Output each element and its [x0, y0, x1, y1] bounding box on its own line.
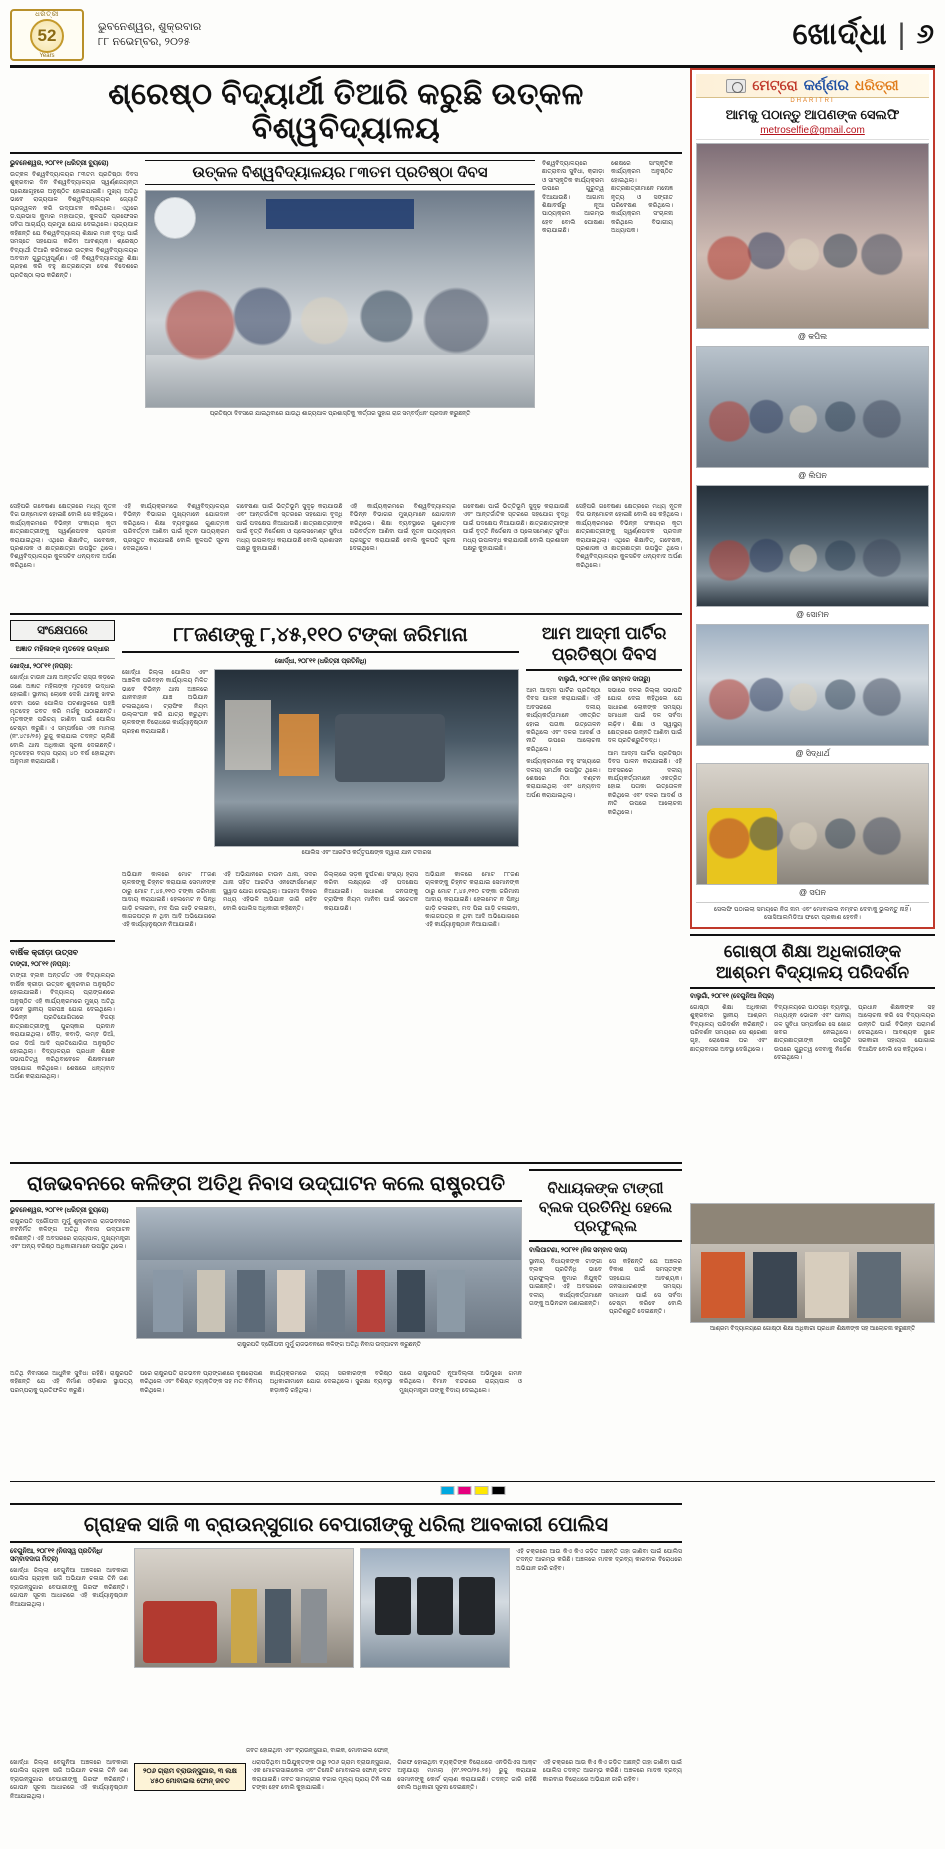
gosthi-headline-line-2: ଆଶ୍ରମ ବିଦ୍ୟାଳୟ ପରିଦର୍ଶନ	[715, 962, 910, 982]
rajbhawan-headline: ରାଜଭବନରେ କଳିଙ୍ଗ ଅତିଥି ନିବାସ ଉଦ୍‌ଘାଟନ କଲେ ରାଷ୍ଟ୍ରପତି	[10, 1169, 522, 1202]
selfie-name-5: @ ସପନ	[798, 888, 827, 897]
cmyk-cyan	[440, 1486, 454, 1495]
aap-col-2: ସଭାରେ ଦଳର ଜିଲ୍ଲା ସଭାପତି ଯୋଗ ଦେଇ କହିଥିଲେ ଯେ ସାଧାରଣ ଲୋକଙ୍କ ସମସ୍ୟା ସମାଧାନ ପାଇଁ ଦଳ ସର୍ବଦା ଲଢ଼ିବ। ଶିକ୍ଷା ଓ ସ୍ୱାସ୍ଥ୍ୟ କ୍ଷେତ୍ରରେ ଉନ୍ନତି ଆଣିବା ପାଇଁ ଦଳ ପ୍ରତିଶ୍ରୁତିବଦ୍ଧ।	[607, 687, 683, 745]
lead-col-1: ଉତ୍କଳ ବିଶ୍ୱବିଦ୍ୟାଳୟର ୮୩ତମ ପ୍ରତିଷ୍ଠା ଦିବସ ଶୁକ୍ରବାର ଦିନ ବିଶ୍ୱବିଦ୍ୟାଳୟର ସ୍ୱର୍ଣ୍ଣଜୟନ୍ତୀ ପ୍ରେକ୍ଷାଗୃହରେ ଅନୁଷ୍ଠିତ ହୋଇଯାଇଛି। ମୁଖ୍ୟ ଅତିଥି ଭାବେ ରାଜ୍ୟପାଳ ବିଶ୍ୱବିଦ୍ୟାଳୟର ଜ୍ୟୋତି ପ୍ରଜ୍ୱଳନ କରି ଉଦ୍‌ଘାଟନ କରିଥିଲେ। ଏଥିରେ ଡ.ପ୍ରଭାସ କୁମାର ମହାପାତ୍ର, କୁଳପତି ପ୍ରଫେସର ସବିତା ଆଚାର୍ଯ୍ୟ ପ୍ରମୁଖ ଯୋଗ ଦେଇଥିଲେ। ରାଜ୍ୟପାଳ କହିଛନ୍ତି ଯେ ବିଶ୍ୱବିଦ୍ୟାଳୟ ଶିକ୍ଷାର ମାନ ବୃଦ୍ଧି ପାଇଁ ସମସ୍ତେ ସହଯୋଗ କରିବା ଆବଶ୍ୟକ। ଶ୍ରେଷ୍ଠ ବିଦ୍ୟାର୍ଥୀ ତିଆରି କରିବାରେ ଉତ୍କଳ ବିଶ୍ୱବିଦ୍ୟାଳୟର ଅବଦାନ ଗୁରୁତ୍ୱପୂର୍ଣ୍ଣ। ଏହି ବିଶ୍ୱବିଦ୍ୟାଳୟରୁ ଶିକ୍ଷା ଗ୍ରହଣ କରି ବହୁ ଛାତ୍ରଛାତ୍ରୀ ଦେଶ ବିଦେଶରେ ପ୍ରତିଷ୍ଠା ଲାଭ କରିଛନ୍ତି।	[10, 171, 138, 279]
selfie-photo-1	[696, 143, 929, 329]
lead-col-2: ସେହିପରି ଗବେଷଣା କ୍ଷେତ୍ରରେ ମଧ୍ୟ ନୂତନ ଦିଗ ଉନ୍ମୋଚନ ହୋଇଛି ବୋଲି ସେ କହିଥିଲେ। କାର୍ଯ୍ୟକ୍ରମରେ ବିଭିନ୍ନ ସଂକାୟର କୃତୀ ଛାତ୍ରଛାତ୍ରୀଙ୍କୁ ସ୍ୱର୍ଣ୍ଣପଦକ ପ୍ରଦାନ କରାଯାଇଥିଲା। ଏଥିରେ ଶିକ୍ଷାବିତ୍‌, ଗବେଷକ, ପ୍ରଶାସକ ଓ ଛାତ୍ରଛାତ୍ରୀ ଉପସ୍ଥିତ ଥିଲେ। ବିଶ୍ୱବିଦ୍ୟାଳୟର କୁଳସଚିବ ଧନ୍ୟବାଦ ଅର୍ପଣ କରିଥିଲେ।	[10, 503, 117, 569]
ad-brand-left: ମେଟ୍ରୋ	[752, 77, 798, 93]
page-number: ୬	[916, 18, 935, 49]
gosthi-col-1: ଗୋଷ୍ଠୀ ଶିକ୍ଷା ଅଧିକାରୀ ଶୁକ୍ରବାର ସ୍ଥାନୀୟ ଆଶ୍ରମ ବିଦ୍ୟାଳୟ ପରିଦର୍ଶନ କରିଛନ୍ତି। ପରିଦର୍ଶନ ସମୟରେ ସେ ଶ୍ରେଣୀ ଗୃହ, ରୋଷେଇ ଘର ଏବଂ ଛାତ୍ରାବାସର ଅବସ୍ଥା ଦେଖିଥିଲେ।	[690, 1003, 767, 1053]
abkari-headline: ଗ୍ରାହକ ସାଜି ୩ ବ୍ରାଉନ୍‌ସୁଗାର ବେପାରୀଙ୍କୁ ଧରିଲା ଆବକାରୀ ପୋଲିସ	[10, 1510, 682, 1543]
footer-rule	[10, 1481, 935, 1482]
abkari-col-2: ଧରାପଡ଼ିଥିବା ଅଭିଯୁକ୍ତଙ୍କ ଠାରୁ ୨୦୬ ଗ୍ରାମ ବ୍ରାଉନ୍‌ସୁଗାର, ଏକ ମୋଟରସାଇକେଲ ଏବଂ ତିନୋଟି ମୋବାଇଲ ଫୋନ୍‌ ଜବତ କରାଯାଇଛି। ଜବତ ସାମଗ୍ରୀର ବଜାର ମୂଲ୍ୟ ପ୍ରାୟ ତିନି ଲକ୍ଷ ଟଙ୍କା ହେବ ବୋଲି କୁହାଯାଇଛି।	[252, 1759, 392, 1792]
bidhayak-col-1: ସ୍ଥାନୀୟ ବିଧାୟକଙ୍କ ଟାଙ୍ଗୀ ବ୍ଲକ ପ୍ରତିନିଧି ଭାବେ ପ୍ରଫୁଲ୍ଲ କୁମାର ନିଯୁକ୍ତି ପାଇଛନ୍ତି। ଏହି ଅବସରରେ ଦଳୀୟ କାର୍ଯ୍ୟକର୍ତ୍ତାମାନେ ତାଙ୍କୁ ଅଭିନନ୍ଦନ ଜଣାଇଛନ୍ତି।	[529, 1258, 602, 1308]
rajbhawan-photo	[136, 1207, 522, 1339]
sankshepa-item-2-dateline: ଟାଙ୍ଗୀ, ୨୦୮୧୧ (ନିପ୍ର):	[10, 961, 71, 968]
abkari-col-1b: ଖୋର୍ଦ୍ଧା ଜିଲ୍ଲା ବେଗୁନିଆ ଅଞ୍ଚଳରେ ଆବକାରୀ ପୋଲିସ ଗ୍ରାହକ ସାଜି ଅଭିଯାନ ଚଳାଇ ତିନି ଜଣ ବ୍ରାଉନ୍‌ସୁଗାର ବେପାରୀଙ୍କୁ ଗିରଫ କରିଛନ୍ତି। ଗୋପନ ସୂଚନା ଆଧାରରେ ଏହି କାର୍ଯ୍ୟାନୁଷ୍ଠାନ ନିଆଯାଇଥିଲା।	[10, 1759, 128, 1800]
sankshepa-item-1-title: ଅଜ୍ଞାତ ମହିଳାଙ୍କ ମୃତଦେହ ଉଦ୍ଧାର	[15, 646, 110, 653]
abkari-photo-1	[134, 1548, 354, 1668]
selfie-name-2: @ ଲିପନ	[798, 471, 827, 480]
fine-story-section	[122, 620, 519, 1157]
lead-dateline: ଭୁବନେଶ୍ୱର, ୨୦୮୧୧ (ଧରିତ୍ରୀ ବ୍ୟୁରୋ)	[10, 160, 109, 167]
abkari-section	[10, 1510, 682, 1849]
bidhayak-section	[529, 1169, 682, 1498]
bidhayak-headline: ବିଧାୟକଙ୍କ ଟାଙ୍ଗୀ ବ୍ଲକ ପ୍ରତିନିଧି ହେଲେ ପ୍ରଫୁଲ୍ଲ	[529, 1176, 682, 1242]
badge-years-label: Years	[39, 52, 55, 59]
abkari-col-1: ଖୋର୍ଦ୍ଧା ଜିଲ୍ଲା ବେଗୁନିଆ ଅଞ୍ଚଳରେ ଆବକାରୀ ପୋଲିସ ଗ୍ରାହକ ସାଜି ଅଭିଯାନ ଚଳାଇ ତିନି ଜଣ ବ୍ରାଉନ୍‌ସୁଗାର ବେପାରୀଙ୍କୁ ଗିରଫ କରିଛନ୍ତି। ଗୋପନ ସୂଚନା ଆଧାରରେ ଏହି କାର୍ଯ୍ୟାନୁଷ୍ଠାନ ନିଆଯାଇଥିଲା।	[10, 1567, 128, 1608]
ad-brand-sub: DHARITRI	[790, 98, 835, 104]
abkari-col-3: ଗିରଫ ହୋଇଥିବା ବ୍ୟକ୍ତିଙ୍କ ବିରୋଧରେ ଏନଡିପିଏସ ଆକ୍ଟ ଅନୁଯାୟୀ ମାମଲା (ନଂ.୨୧୦/୨୫.୨୫) ରୁଜୁ କରାଯାଇ ସେମାନଙ୍କୁ କୋର୍ଟ ଚାଲାଣ କରାଯାଇଛି। ତଦନ୍ତ ଜାରି ରହିଛି ବୋଲି ଅଧିକାରୀ ସୂଚନା ଦେଇଛନ୍ତି।	[397, 1759, 537, 1792]
selfie-name-4: @ ସିଦ୍ଧାର୍ଥ	[795, 749, 830, 758]
sankshepa-item-2-title: ବାର୍ଷିକ କ୍ରୀଡ଼ା ଉତ୍ସବ	[10, 948, 79, 957]
gosthi-col-3: ପ୍ରଧାନ ଶିକ୍ଷକଙ୍କ ସହ ଆଲୋଚନା କରି ସେ ବିଦ୍ୟାଳୟର ଉନ୍ନତି ପାଇଁ ବିଭିନ୍ନ ପରାମର୍ଶ ଦେଇଥିଲେ। ଆବଶ୍ୟକ ସ୍ଥଳେ ସରକାରୀ ସହାୟତା ଯୋଗାଇ ଦିଆଯିବ ବୋଲି ସେ କହିଥିଲେ।	[858, 1003, 935, 1053]
rajbhawan-col-1: ରାଷ୍ଟ୍ରପତି ଦ୍ରୌପଦୀ ମୁର୍ମୁ ଶୁକ୍ରବାର ରାଜଭବନରେ ନବନିର୍ମିତ କଳିଙ୍ଗ ଅତିଥି ନିବାସ ଉଦ୍‌ଘାଟନ କରିଛନ୍ତି। ଏହି ଅବସରରେ ରାଜ୍ୟପାଳ, ମୁଖ୍ୟମନ୍ତ୍ରୀ ଏବଂ ଅନ୍ୟ ବରିଷ୍ଠ ଅଧିକାରୀମାନେ ଉପସ୍ଥିତ ଥିଲେ।	[10, 1218, 130, 1251]
rajbhawan-col-3: ପରେ ରାଷ୍ଟ୍ରପତି ରାଜଭବନ ପ୍ରାଙ୍ଗଣରେ ବୃକ୍ଷରୋପଣ କରିଥିଲେ ଏବଂ ବିଶିଷ୍ଟ ବ୍ୟକ୍ତିଙ୍କ ସହ ମତ ବିନିମୟ କରିଥିଲେ।	[139, 1370, 263, 1394]
rajbhawan-dateline: ଭୁବନେଶ୍ୱର, ୨୦୮୧୧ (ଧରିତ୍ରୀ ବ୍ୟୁରୋ)	[10, 1207, 109, 1214]
ad-tagline: ଆମକୁ ପଠାନ୍ତୁ ଆପଣଙ୍କ ସେଲଫି	[725, 107, 900, 122]
rajbhawan-section	[10, 1169, 522, 1498]
badge-number: 52	[30, 19, 64, 53]
cmyk-yellow	[474, 1486, 488, 1495]
selfie-photo-2	[696, 346, 929, 468]
cmyk-color-bar	[440, 1486, 505, 1495]
gosthi-headline-line-1: ଗୋଷ୍ଠୀ ଶିକ୍ଷା ଅଧିକାରୀଙ୍କ	[723, 941, 902, 961]
anniversary-badge	[10, 9, 84, 61]
ad-footer-note: ସେଲଫି ପଠାଇଲା ସମୟରେ ନିଜ ନାମ ଏବଂ ମୋବାଇଲ ନମ୍ବର ଦେବାକୁ ଭୁଲନ୍ତୁ ନାହିଁ। ସୋସିଆଲମିଡିଆ ଫଟୋ ପ୍ରକାଶ ହେବନି।	[696, 902, 929, 923]
abkari-col-4b: ଏହି ଚକ୍ରରେ ଆଉ କିଏ କିଏ ଜଡ଼ିତ ଅଛନ୍ତି ତାହା ଜାଣିବା ପାଇଁ ପୋଲିସ ତଦନ୍ତ ଆରମ୍ଭ କରିଛି। ଅଞ୍ଚଳରେ ମାଦକ ଦ୍ରବ୍ୟ କାରବାର ବିରୋଧରେ ଅଭିଯାନ ଜାରି ରହିବ।	[542, 1759, 682, 1783]
fine-story-col-1: ଖୋର୍ଦ୍ଧା ଜିଲ୍ଲା ପୋଲିସ ଏବଂ ଆଞ୍ଚଳିକ ପରିବହନ କାର୍ଯ୍ୟାଳୟ ମିଳିତ ଭାବେ ବିଭିନ୍ନ ଥାନା ଅଞ୍ଚଳରେ ଯାନବାହାନ ଯାଞ୍ଚ ଅଭିଯାନ ଚଳାଇଥିଲେ। ଟ୍ରାଫିକ ନିୟମ ଉଲ୍ଲଂଘନ କରି ଯାତ୍ରା କରୁଥିବା ଚାଳକଙ୍କ ବିରୋଧରେ କାର୍ଯ୍ୟାନୁଷ୍ଠାନ ଗ୍ରହଣ କରାଯାଇଛି।	[121, 669, 208, 735]
fine-story-col-4: ଜିଲ୍ଲାରେ ସଡ଼କ ଦୁର୍ଘଟଣା ସଂଖ୍ୟା ହ୍ରାସ କରିବା ଲକ୍ଷ୍ୟରେ ଏହି ପଦକ୍ଷେପ ନିଆଯାଇଛି। ସାଧାରଣ ଜନତାଙ୍କୁ ଟ୍ରାଫିକ ନିୟମ ମାନିବା ପାଇଁ ସଚେତନ କରାଯାଉଛି।	[324, 871, 419, 912]
abkari-dateline: ବେଗୁନିଆ, ୨୦୮୧୧ (ନିଜସ୍ୱ ପ୍ରତିନିଧି/ସମ୍ବାଦଦାତା ମିତ୍ର)	[10, 1548, 103, 1563]
lead-col-3: ଏହି କାର୍ଯ୍ୟକ୍ରମରେ ବିଶ୍ୱବିଦ୍ୟାଳୟର ବିଭିନ୍ନ ବିଭାଗର ମୁଖ୍ୟମାନେ ଯୋଗଦାନ କରିଥିଲେ। ଶିକ୍ଷା ବ୍ୟବସ୍ଥାରେ ଗୁଣାତ୍ମକ ପରିବର୍ତ୍ତନ ଆଣିବା ପାଇଁ ନୂତନ ପାଠ୍ୟକ୍ରମ ପ୍ରସ୍ତୁତ କରାଯାଇଛି ବୋଲି କୁଳପତି ସୂଚନା ଦେଇଥିଲେ।	[123, 503, 230, 553]
abkari-photo-caption: ଜବତ ହୋଇଥିବା ଏବଂ ବ୍ରାଉନ୍‌ସୁଗାର, ବାଇକ, ମୋବାଇଲ ଫୋନ୍‌	[246, 1748, 388, 1754]
camera-icon	[726, 79, 746, 93]
aap-section	[526, 620, 682, 1157]
rajbhawan-col-5: ପରେ ରାଷ୍ଟ୍ରପତି ନୂଆଦିଲ୍ଲୀ ଅଭିମୁଖେ ଗମନ କରିଥିଲେ। ବିମାନ ବନ୍ଦରରେ ରାଜ୍ୟପାଳ ଓ ମୁଖ୍ୟମନ୍ତ୍ରୀ ତାଙ୍କୁ ବିଦାୟ ଦେଇଥିଲେ।	[399, 1370, 522, 1394]
fine-story-photo-caption: ପୋଲିସ ଏବଂ ଆରଟିଓ କର୍ତ୍ତୃପକ୍ଷଙ୍କ ଦ୍ୱାରା ଯାନ ତଦାରଖ	[301, 850, 432, 856]
lead-col-4b: ଗବେଷଣା ପାଇଁ ଭିତ୍ତିଭୂମି ସୁଦୃଢ଼ କରାଯାଉଛି ଏବଂ ଆନ୍ତର୍ଜାତିକ ସ୍ତରରେ ସହଯୋଗ ବୃଦ୍ଧି ପାଇଁ ପଦକ୍ଷେପ ନିଆଯାଉଛି। ଛାତ୍ରଛାତ୍ରୀଙ୍କ ପାଇଁ ବୃତ୍ତି ନିର୍ଦ୍ଦେଶନା ଓ ପ୍ଲେସମେଣ୍ଟ ସୁବିଧା ମଧ୍ୟ ଉପଲବ୍ଧ କରାଯାଉଛି ବୋଲି ପ୍ରଶାସନ ପକ୍ଷରୁ କୁହାଯାଇଛି।	[462, 503, 569, 553]
bidhayak-dateline: ବାଲିପାଟଣା, ୨୦୮୧୧ (ନିଜ ସମ୍ବାଦ ଦାତା)	[529, 1247, 628, 1254]
edition-name: ଖୋର୍ଦ୍ଧା	[792, 17, 888, 51]
aap-col-1: ଆମ ଆଦ୍‌ମୀ ପାର୍ଟିର ପ୍ରତିଷ୍ଠା ଦିବସ ପାଳନ କରାଯାଇଛି। ଏହି ଅବସରରେ ଦଳୀୟ କାର୍ଯ୍ୟକର୍ତ୍ତାମାନେ ଏକତ୍ରିତ ହୋଇ ପତାକା ଉତ୍ତୋଳନ କରିଥିଲେ ଏବଂ ଦଳର ଆଦର୍ଶ ଓ ନୀତି ଉପରେ ଆଲୋଚନା କରିଥିଲେ।	[526, 687, 601, 753]
lead-headline: ଶ୍ରେଷ୍ଠ ବିଦ୍ୟାର୍ଥୀ ତିଆରି କରୁଛି ଉତ୍କଳ ବିଶ୍ୱବିଦ୍ୟାଳୟ	[10, 68, 682, 154]
ad-brand-mid: କର୍ଣ୍ଣର	[803, 77, 849, 94]
abkari-photo-2	[360, 1548, 510, 1668]
aap-col-1b: ଆମ ଆଦ୍‌ମୀ ପାର୍ଟିର ପ୍ରତିଷ୍ଠା ଦିବସ ପାଳନ କରାଯାଇଛି। ଏହି ଅବସରରେ ଦଳୀୟ କାର୍ଯ୍ୟକର୍ତ୍ତାମାନେ ଏକତ୍ରିତ ହୋଇ ପତାକା ଉତ୍ତୋଳନ କରିଥିଲେ ଏବଂ ଦଳର ଆଦର୍ଶ ଓ ନୀତି ଉପରେ ଆଲୋଚନା କରିଥିଲେ।	[607, 749, 683, 816]
selfie-name-3: @ ସୋମନ	[796, 610, 829, 619]
gosthi-section	[690, 941, 935, 1337]
lead-story	[10, 160, 682, 501]
dateline	[98, 20, 201, 50]
selfie-photo-3	[696, 485, 929, 607]
lead-col-6: ଶେଷରେ ସାଂସ୍କୃତିକ କାର୍ଯ୍ୟକ୍ରମ ଅନୁଷ୍ଠିତ ହୋଇଥିଲା। ଛାତ୍ରଛାତ୍ରୀମାନେ ମନୋଜ୍ଞ ନୃତ୍ୟ ଓ ସଙ୍ଗୀତ ପରିବେଷଣ କରିଥିଲେ। କାର୍ଯ୍ୟକ୍ରମ ସଂଚାଳନା କରିଥିଲେ ବିଭାଗୀୟ ଅଧ୍ୟାପକ।	[611, 160, 673, 235]
sankshepa-item-2-body: ଟାଙ୍ଗୀ ବ୍ଲକ ଅନ୍ତର୍ଗତ ଏକ ବିଦ୍ୟାଳୟର ବାର୍ଷିକ କ୍ରୀଡ଼ା ଉତ୍ସବ ଶୁକ୍ରବାର ଅନୁଷ୍ଠିତ ହୋଇଯାଇଛି। ବିଦ୍ୟାଳୟ ପ୍ରାଙ୍ଗଣରେ ଅନୁଷ୍ଠିତ ଏହି କାର୍ଯ୍ୟକ୍ରମରେ ମୁଖ୍ୟ ଅତିଥି ଭାବେ ସ୍ଥାନୀୟ ସରପଞ୍ଚ ଯୋଗ ଦେଇଥିଲେ। ବିଭିନ୍ନ ପ୍ରତିଯୋଗିତାରେ ବିଜୟୀ ଛାତ୍ରଛାତ୍ରୀଙ୍କୁ ପୁରସ୍କାର ପ୍ରଦାନ କରାଯାଇଥିଲା। ଦୌଡ଼, କବାଡ଼ି, ଲମ୍ବ ଡିଆଁ, ଉଚ୍ଚ ଡିଆଁ ଆଦି ପ୍ରତିଯୋଗିତା ଅନୁଷ୍ଠିତ ହୋଇଥିଲା। ବିଦ୍ୟାଳୟର ପ୍ରଧାନ ଶିକ୍ଷକ ସଭାପତିତ୍ୱ କରିଥିବାବେଳେ ଶିକ୍ଷକମାନେ ସହଯୋଗ କରିଥିଲେ। ଶେଷରେ ଧନ୍ୟବାଦ ଅର୍ପଣ କରାଯାଇଥିଲା।	[10, 972, 115, 1081]
badge-top-label: ଧରିତ୍ରୀ	[35, 10, 59, 18]
lead-col-2b: ସେହିପରି ଗବେଷଣା କ୍ଷେତ୍ରରେ ମଧ୍ୟ ନୂତନ ଦିଗ ଉନ୍ମୋଚନ ହୋଇଛି ବୋଲି ସେ କହିଥିଲେ। କାର୍ଯ୍ୟକ୍ରମରେ ବିଭିନ୍ନ ସଂକାୟର କୃତୀ ଛାତ୍ରଛାତ୍ରୀଙ୍କୁ ସ୍ୱର୍ଣ୍ଣପଦକ ପ୍ରଦାନ କରାଯାଇଥିଲା। ଏଥିରେ ଶିକ୍ଷାବିତ୍‌, ଗବେଷକ, ପ୍ରଶାସକ ଓ ଛାତ୍ରଛାତ୍ରୀ ଉପସ୍ଥିତ ଥିଲେ। ବିଶ୍ୱବିଦ୍ୟାଳୟର କୁଳସଚିବ ଧନ୍ୟବାଦ ଅର୍ପଣ କରିଥିଲେ।	[575, 503, 683, 569]
rajbhawan-col-2: ଅତିଥି ନିବାସରେ ଆଧୁନିକ ସୁବିଧା ରହିଛି। ରାଷ୍ଟ୍ରପତି କହିଛନ୍ତି ଯେ ଏହି ନିର୍ମାଣ ଓଡ଼ିଶାର ସ୍ଥାପତ୍ୟ ପରମ୍ପରାକୁ ପ୍ରତିଫଳିତ କରୁଛି।	[10, 1370, 133, 1394]
gosthi-photo	[690, 1203, 935, 1323]
main-content	[10, 68, 682, 1849]
fine-story-dateline: ଖୋର୍ଦ୍ଧା, ୨୦୮୧୧ (ଧରିତ୍ରୀ ପ୍ରତିନିଧି)	[274, 658, 367, 665]
selfie-name-1: @ କପିଲ	[797, 332, 828, 341]
aap-dateline: ବାଲୁଗାଁ, ୨୦୮୧୧ (ନିଜ ସମ୍ବାଦ ଦାତାରୁ)	[557, 676, 651, 683]
fine-story-photo	[214, 669, 519, 847]
fine-story-col-2: ଅଭିଯାନ କାଳରେ ମୋଟ ୮୮ଜଣ ଚାଳକଙ୍କୁ ଚିହ୍ନଟ କରାଯାଇ ସେମାନଙ୍କ ଠାରୁ ମୋଟ ୮,୪୫,୧୧୦ ଟଙ୍କା ଜରିମାନା ଆଦାୟ କରାଯାଇଛି। ହେଲମେଟ ନ ପିନ୍ଧି ଗାଡ଼ି ଚଳାଇବା, ମଦ ପିଇ ଗାଡ଼ି ଚଳାଇବା, କାଗଜପତ୍ର ନ ଥିବା ଆଦି ଅଭିଯୋଗରେ ଏହି କାର୍ଯ୍ୟାନୁଷ୍ଠାନ ନିଆଯାଇଛି।	[121, 871, 216, 929]
dateline-line-2: ୮୮ ନଭେମ୍ବର, ୨୦୨୫	[98, 35, 191, 48]
dateline-line-1: ଭୁବନେଶ୍ୱର, ଶୁକ୍ରବାର	[98, 20, 202, 33]
aap-headline: ଆମ ଆଦ୍‌ମୀ ପାର୍ଟିର ପ୍ରତିଷ୍ଠା ଦିବସ	[526, 620, 682, 671]
abkari-highlight: ୨୦୬ ଗ୍ରାମ ବ୍ରାଉନ୍‌ସୁଗାର, ୩ ଲକ୍ଷ ୪୫୦ ମୋବାଇଲ ଫୋନ୍‌ ଜବତ	[134, 1763, 246, 1791]
lead-photo-caption: ପ୍ରତିଷ୍ଠା ଦିବସରେ ଯାଇଥିବାରେ ଯାଉଥି ଶାଜ୍ୟପାଳ ପ୍ରଶାସ୍ତିକୁ 'କର୍ତ୍ତାର ସୁହାଗ ରାଜ ସମ୍ବର୍ଦ୍ଧନ' ପ୍ରଦାନ କରୁଛନ୍ତି	[209, 411, 471, 417]
fine-story-col-3: ଏହି ଅଭିଯାନରେ ଟାଉନ ଥାନା, ସଦର ଥାନା ସହିତ ଆରଟିଓ ଏନଫୋର୍ସମେଣ୍ଟ ସ୍କ୍ୱାଡ ଯୋଗ ଦେଇଥିଲା। ଆଗାମୀ ଦିନରେ ମଧ୍ୟ ଏହିଭଳି ଅଭିଯାନ ଜାରି ରହିବ ବୋଲି ପୋଲିସ ଅଧିକାରୀ କହିଛନ୍ତି।	[222, 871, 318, 912]
ad-email[interactable]: metroselfie@gmail.com	[696, 125, 929, 140]
lead-col-4: ଗବେଷଣା ପାଇଁ ଭିତ୍ତିଭୂମି ସୁଦୃଢ଼ କରାଯାଉଛି ଏବଂ ଆନ୍ତର୍ଜାତିକ ସ୍ତରରେ ସହଯୋଗ ବୃଦ୍ଧି ପାଇଁ ପଦକ୍ଷେପ ନିଆଯାଉଛି। ଛାତ୍ରଛାତ୍ରୀଙ୍କ ପାଇଁ ବୃତ୍ତି ନିର୍ଦ୍ଦେଶନା ଓ ପ୍ଲେସମେଣ୍ଟ ସୁବିଧା ମଧ୍ୟ ଉପଲବ୍ଧ କରାଯାଉଛି ବୋଲି ପ୍ରଶାସନ ପକ୍ଷରୁ କୁହାଯାଇଛି।	[236, 503, 343, 553]
sankshepa-item-1-dateline: ଖୋର୍ଦ୍ଧା, ୨୦୮୧୧ (ନିପ୍ର):	[10, 663, 73, 670]
metro-corner-ad	[690, 68, 935, 929]
right-rail	[690, 68, 935, 1849]
lead-col-5: ବିଶ୍ୱବିଦ୍ୟାଳୟରେ ଛାତ୍ରାବାସ ସୁବିଧା, କ୍ରୀଡ଼ା ଓ ସାଂସ୍କୃତିକ କାର୍ଯ୍ୟକ୍ରମ ଉପରେ ଗୁରୁତ୍ୱ ଦିଆଯାଉଛି। ଆଗାମୀ ଶିକ୍ଷାବର୍ଷରୁ ନୂଆ ପାଠ୍ୟକ୍ରମ ଆରମ୍ଭ ହେବ ବୋଲି ଘୋଷଣା କରାଯାଇଛି।	[542, 160, 604, 235]
ad-brand-right: ଧରିତ୍ରୀ	[854, 77, 899, 93]
cmyk-black	[491, 1486, 505, 1495]
edition-separator: |	[897, 17, 907, 51]
fine-story-col-2b: ଅଭିଯାନ କାଳରେ ମୋଟ ୮୮ଜଣ ଚାଳକଙ୍କୁ ଚିହ୍ନଟ କରାଯାଇ ସେମାନଙ୍କ ଠାରୁ ମୋଟ ୮,୪୫,୧୧୦ ଟଙ୍କା ଜରିମାନା ଆଦାୟ କରାଯାଇଛି। ହେଲମେଟ ନ ପିନ୍ଧି ଗାଡ଼ି ଚଳାଇବା, ମଦ ପିଇ ଗାଡ଼ି ଚଳାଇବା, କାଗଜପତ୍ର ନ ଥିବା ଆଦି ଅଭିଯୋଗରେ ଏହି କାର୍ଯ୍ୟାନୁଷ୍ଠାନ ନିଆଯାଇଛି।	[425, 871, 520, 929]
sankshepa-head: ସଂକ୍ଷେପରେ	[10, 620, 115, 641]
masthead	[10, 6, 935, 68]
gosthi-col-2: ବିଦ୍ୟାଳୟରେ ପାଠପଢ଼ା ବ୍ୟବସ୍ଥା, ମଧ୍ୟାହ୍ନ ଭୋଜନ ଏବଂ ପାନୀୟ ଜଳ ସୁବିଧା ସମ୍ପର୍କରେ ସେ ଖୋଜ ଖବର ନେଇଥିଲେ। ଛାତ୍ରଛାତ୍ରୀଙ୍କ ଉପସ୍ଥିତି ଉପରେ ଗୁରୁତ୍ୱ ଦେବାକୁ ନିର୍ଦ୍ଦେଶ ଦେଇଥିଲେ।	[774, 1003, 851, 1062]
abkari-col-4: ଏହି ଚକ୍ରରେ ଆଉ କିଏ କିଏ ଜଡ଼ିତ ଅଛନ୍ତି ତାହା ଜାଣିବା ପାଇଁ ପୋଲିସ ତଦନ୍ତ ଆରମ୍ଭ କରିଛି। ଅଞ୍ଚଳରେ ମାଦକ ଦ୍ରବ୍ୟ କାରବାର ବିରୋଧରେ ଅଭିଯାନ ଜାରି ରହିବ।	[516, 1548, 682, 1572]
selfie-photo-5	[696, 763, 929, 885]
lead-col-3b: ଏହି କାର୍ଯ୍ୟକ୍ରମରେ ବିଶ୍ୱବିଦ୍ୟାଳୟର ବିଭିନ୍ନ ବିଭାଗର ମୁଖ୍ୟମାନେ ଯୋଗଦାନ କରିଥିଲେ। ଶିକ୍ଷା ବ୍ୟବସ୍ଥାରେ ଗୁଣାତ୍ମକ ପରିବର୍ତ୍ତନ ଆଣିବା ପାଇଁ ନୂତନ ପାଠ୍ୟକ୍ରମ ପ୍ରସ୍ତୁତ କରାଯାଇଛି ବୋଲି କୁଳପତି ସୂଚନା ଦେଇଥିଲେ।	[349, 503, 456, 553]
gosthi-photo-caption: ଆଶ୍ରମ ବିଦ୍ୟାଳୟରେ ଗୋଷ୍ଠୀ ଶିକ୍ଷା ଅଧିକାରୀ ପ୍ରଧାନ ଶିକ୍ଷକଙ୍କ ସହ ଆଲୋଚନା କରୁଛନ୍ତି	[709, 1325, 916, 1332]
sankshepa-item-1-body: ଖୋର୍ଦ୍ଧା ଟାଉନ ଥାନା ଅନ୍ତର୍ଗତ ରାସ୍ତା କଡ଼ରେ ଜଣେ ଅଜ୍ଞାତ ମହିଳାଙ୍କ ମୃତଦେହ ଉଦ୍ଧାର ହୋଇଛି। ସ୍ଥାନୀୟ ଲୋକେ ଦେଖି ଥାନାକୁ ଖବର ଦେବା ପରେ ପୋଲିସ ଘଟଣାସ୍ଥଳରେ ପହଞ୍ଚି ମୃତଦେହ ଜବତ କରି ମର୍ଗକୁ ପଠାଇଛନ୍ତି। ମୃତକଙ୍କ ପରିଚୟ ଜାଣିବା ପାଇଁ ପୋଲିସ ଚେଷ୍ଟା କରୁଛି। ଏ ସମ୍ପର୍କରେ ଏକ ମାମଲା (ନଂ.୪୯୫/୨୫) ରୁଜୁ କରାଯାଇ ତଦନ୍ତ ଚାଲିଛି ବୋଲି ଥାନା ଅଧିକାରୀ ସୂଚନା ଦେଇଛନ୍ତି। ମୃତଦେହର ବୟସ ପ୍ରାୟ ୪୦ ବର୍ଷ ହୋଇଥିବା ଅନୁମାନ କରାଯାଉଛି।	[10, 674, 115, 766]
cmyk-magenta	[457, 1486, 471, 1495]
fine-story-headline: ୮୮ଜଣଙ୍କୁ ୮,୪୫,୧୧୦ ଟଙ୍କା ଜରିମାନା	[122, 620, 519, 653]
sankshepa-section	[10, 620, 115, 1157]
lead-photo	[145, 190, 535, 408]
rajbhawan-col-4: କାର୍ଯ୍ୟକ୍ରମରେ ରାଜ୍ୟ ସରକାରଙ୍କ ବରିଷ୍ଠ ଅଧିକାରୀମାନେ ଯୋଗ ଦେଇଥିଲେ। ସୁରକ୍ଷା ବ୍ୟବସ୍ଥା କଡ଼ାକଡ଼ି ରହିଥିଲା।	[269, 1370, 393, 1394]
bidhayak-col-2: ସେ କହିଛନ୍ତି ଯେ ଅଞ୍ଚଳର ବିକାଶ ପାଇଁ ସମସ୍ତଙ୍କ ସହଯୋଗ ଆବଶ୍ୟକ। ଜନସାଧାରଣଙ୍କ ସମସ୍ୟା ସମାଧାନ ପାଇଁ ସେ ସର୍ବଦା ଚେଷ୍ଟା କରିବେ ବୋଲି ପ୍ରତିଶ୍ରୁତି ଦେଇଛନ୍ତି।	[609, 1258, 682, 1316]
rajbhawan-photo-caption: ରାଷ୍ଟ୍ରପତି ଦ୍ରୌପଦୀ ମୁର୍ମୁ ରାଜଭବନରେ କଳିଙ୍ଗ ଅତିଥି ନିବାସ ଉଦ୍‌ଘାଟନ କରୁଛନ୍ତି	[237, 1342, 421, 1348]
lead-subhead: ଉତ୍କଳ ବିଶ୍ୱବିଦ୍ୟାଳୟର ୮୩ତମ ପ୍ରତିଷ୍ଠା ଦିବସ	[145, 160, 535, 185]
lead-story-continued	[10, 503, 682, 608]
gosthi-dateline: ବାଲୁଗାଁ, ୨୦୮୧୧ (ବେଗୁନିଆ ନିପ୍ର)	[690, 992, 774, 1000]
aap-col-3: କାର୍ଯ୍ୟକ୍ରମରେ ବହୁ ସଂଖ୍ୟାରେ ଦଳୀୟ ସମର୍ଥକ ଉପସ୍ଥିତ ଥିଲେ। ଶେଷରେ ମିଠା ବଣ୍ଟନ କରାଯାଇଥିଲା ଏବଂ ଧନ୍ୟବାଦ ଅର୍ପଣ କରାଯାଇଥିଲା।	[526, 758, 601, 799]
edition-title	[793, 18, 936, 52]
ad-banner	[696, 74, 929, 98]
selfie-photo-4	[696, 624, 929, 746]
